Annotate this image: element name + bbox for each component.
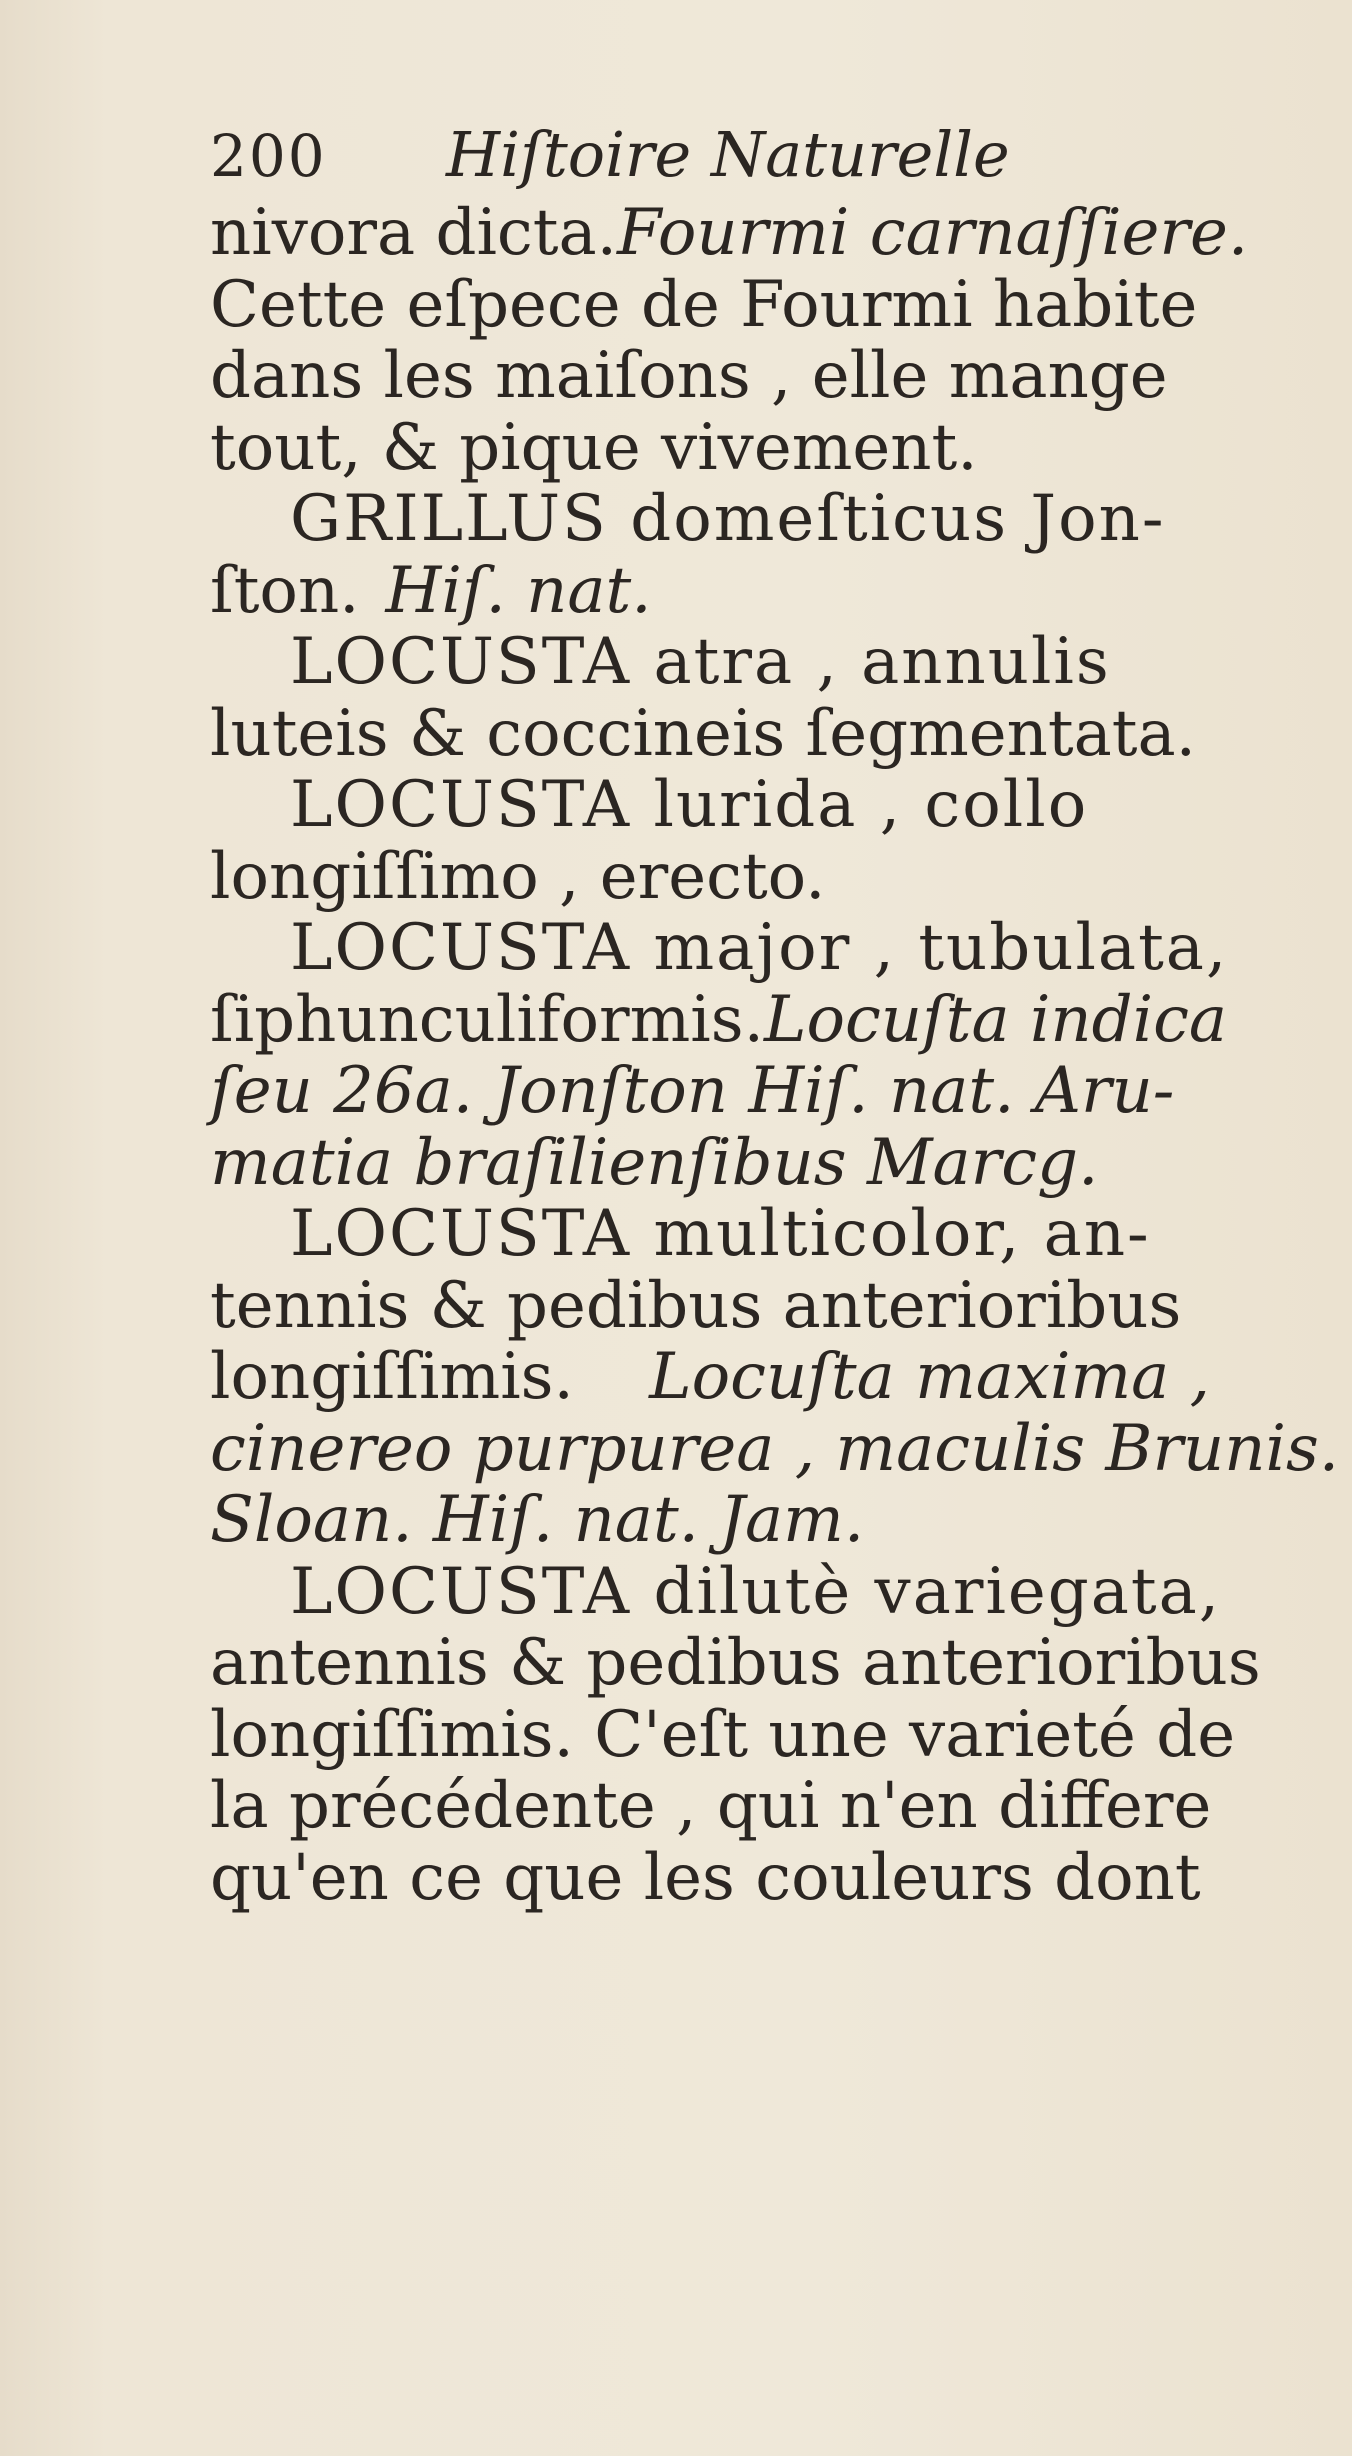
text-segment: LOCUSTA multicolor, an-	[290, 1197, 1151, 1271]
text-line	[210, 1125, 1210, 1200]
text-segment: longiſſimo , erecto.	[210, 839, 826, 914]
text-line	[210, 1771, 1210, 1843]
text-segment-italic: Fourmi carnaſſiere.	[616, 196, 1249, 270]
text-segment: LOCUSTA major , tubulata,	[290, 911, 1229, 985]
page-header	[210, 118, 1210, 198]
text-segment-italic: Locuſta maxima ,	[649, 1340, 1210, 1414]
text-segment: longiſſimis. C'eſt une varieté de	[210, 1697, 1236, 1772]
text-line	[210, 410, 1210, 485]
text-segment: la précédente , qui n'en differe	[210, 1769, 1212, 1843]
text-line	[210, 1840, 1210, 1915]
body-text	[210, 196, 1340, 1915]
text-line	[210, 553, 1210, 628]
text-line	[210, 196, 1249, 270]
text-segment-italic: cinereo purpurea , maculis Brunis.	[210, 1411, 1340, 1486]
text-line	[210, 1485, 1210, 1557]
text-line	[210, 982, 1228, 1057]
text-segment-italic: Sloan. Hiſ. nat. Jam.	[210, 1483, 865, 1557]
text-line	[210, 1554, 1222, 1629]
text-line	[210, 839, 1210, 914]
text-line	[210, 1199, 1210, 1271]
text-segment: dans les maiſons , elle mange	[210, 339, 1168, 413]
text-line	[210, 341, 1210, 413]
text-line	[210, 1411, 1340, 1486]
text-segment-italic: ſeu 26a. Jonſton Hiſ. nat. Aru-	[210, 1054, 1175, 1128]
text-line	[210, 1342, 1210, 1414]
text-segment: nivora dicta.	[210, 196, 617, 270]
running-head: Hiſtoire Naturelle	[446, 118, 1010, 191]
text-segment: LOCUSTA lurida , collo	[290, 768, 1089, 842]
page-number: 200	[210, 122, 327, 190]
text-segment: ſton.	[210, 553, 360, 628]
text-segment-italic: Locuſta indica	[763, 982, 1228, 1057]
text-line	[210, 267, 1210, 342]
text-line	[210, 770, 1210, 842]
text-segment: Cette eſpece de Fourmi habite	[210, 267, 1198, 342]
text-line	[210, 911, 1229, 985]
text-segment-italic: Hiſ. nat.	[385, 553, 652, 628]
text-segment: LOCUSTA dilutè variegata,	[290, 1554, 1222, 1629]
text-segment: tennis & pedibus anterioribus	[210, 1268, 1182, 1343]
text-line	[210, 1626, 1261, 1700]
text-line	[210, 696, 1210, 771]
text-segment: tout, & pique vivement.	[210, 410, 978, 485]
text-line	[210, 1056, 1210, 1128]
text-segment: LOCUSTA atra , annulis	[290, 625, 1111, 699]
text-segment: GRILLUS domeſticus Jon-	[290, 482, 1166, 556]
text-segment-italic: matia braſilienſibus Marcg.	[210, 1125, 1099, 1200]
text-segment: qu'en ce que les couleurs dont	[210, 1840, 1201, 1915]
text-line	[210, 1697, 1236, 1772]
text-line	[210, 627, 1210, 699]
text-segment: antennis & pedibus anterioribus	[210, 1626, 1261, 1700]
text-segment: longiſſimis.	[210, 1340, 574, 1414]
text-line	[210, 1268, 1210, 1343]
text-line	[210, 484, 1210, 556]
text-segment: luteis & coccineis ſegmentata.	[210, 696, 1196, 771]
text-segment: ſiphunculiformis.	[210, 982, 764, 1057]
